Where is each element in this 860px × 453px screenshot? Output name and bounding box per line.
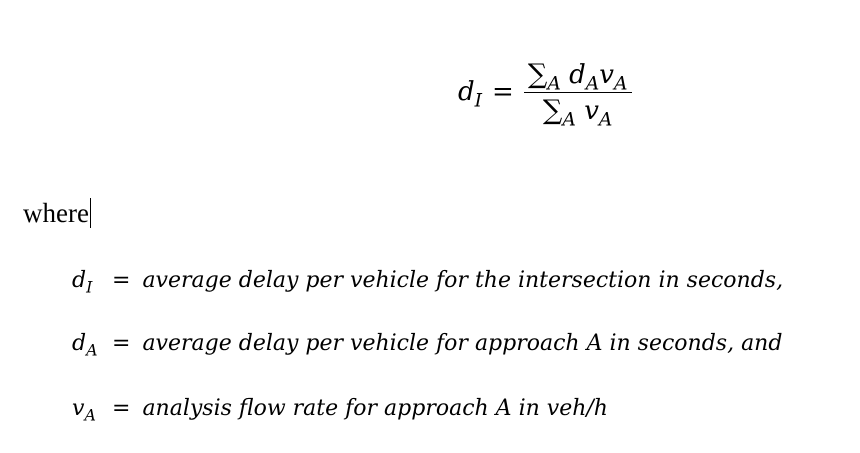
numerator-flow-variable: v (599, 59, 614, 90)
definition-variable: d (72, 331, 87, 356)
fraction-numerator (524, 58, 632, 95)
definition-row (72, 396, 608, 425)
definition-symbol (72, 396, 102, 425)
definition-text: analysis flow rate for approach A in veh/h (142, 396, 608, 421)
equation-lhs (458, 77, 483, 112)
definition-symbol (72, 268, 102, 297)
definition-subscript: I (86, 277, 93, 297)
definition-subscript: A (84, 405, 96, 425)
definition-text: average delay per vehicle for approach A in seconds, and (142, 331, 783, 356)
numerator-flow-subscript: A (614, 73, 628, 95)
definition-equals-sign: = (112, 268, 131, 293)
definition-variable: v (72, 396, 85, 421)
denominator-flow-variable: v (584, 95, 599, 126)
main-equation (458, 52, 632, 132)
definition-text: average delay per vehicle for the intersection in seconds, (142, 268, 784, 293)
numerator-delay-subscript: A (585, 73, 600, 95)
definition-variable: d (72, 268, 87, 293)
definition-subscript: A (86, 340, 98, 360)
definition-row (72, 331, 783, 360)
equation-fraction (524, 58, 632, 131)
numerator-sum-subscript: A (547, 73, 561, 95)
definition-symbol (72, 331, 102, 360)
definition-row (72, 268, 784, 297)
denominator-sum-subscript: A (562, 109, 576, 131)
definition-equals-sign: = (112, 396, 131, 421)
lhs-variable: d (458, 77, 475, 107)
where-label: where (23, 198, 89, 228)
definition-equals-sign: = (112, 331, 131, 356)
numerator-sum-symbol: ∑ (527, 58, 548, 90)
denominator-sum-symbol: ∑ (542, 94, 563, 126)
text-cursor (90, 198, 91, 228)
where-paragraph[interactable] (23, 198, 91, 229)
equation-equals-sign: = (492, 77, 514, 107)
denominator-flow-subscript: A (598, 109, 613, 131)
numerator-delay-variable: d (569, 59, 586, 90)
fraction-denominator (539, 94, 617, 131)
fraction-bar (524, 92, 632, 93)
lhs-subscript: I (474, 90, 483, 112)
